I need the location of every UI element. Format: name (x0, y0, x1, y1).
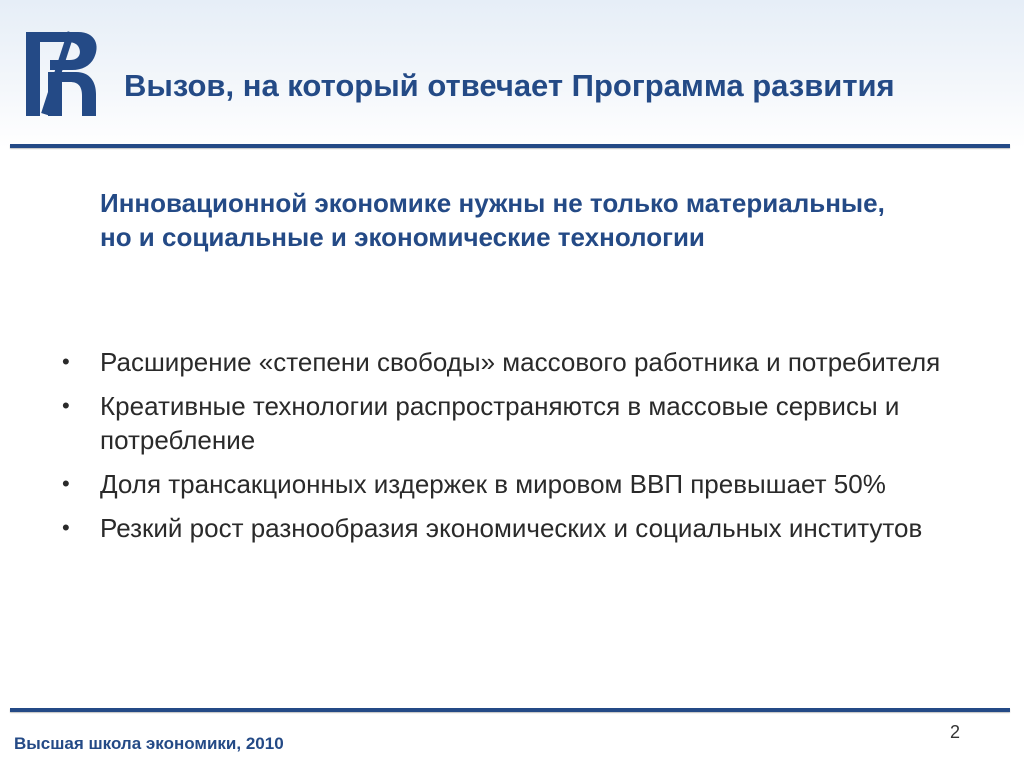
bullet-icon: • (62, 515, 70, 540)
list-item-text: Доля трансакционных издержек в мировом ВВП превышает 50% (100, 469, 886, 499)
list-item-text: Креативные технологии распространяются в массовые сервисы и потребление (100, 391, 900, 455)
header-divider (10, 144, 1010, 148)
page-number: 2 (950, 722, 961, 742)
list-item (60, 389, 960, 457)
bullet-icon: • (62, 393, 70, 418)
list-item (60, 467, 960, 501)
slide-title: Вызов, на который отвечает Программа развития (124, 68, 895, 103)
footer-caption: Высшая школа экономики, 2010 (14, 734, 284, 753)
footer-divider (10, 708, 1010, 712)
list-item (60, 345, 960, 379)
bullet-icon: • (62, 349, 70, 374)
bullet-icon: • (62, 471, 70, 496)
hse-logo-icon (20, 24, 102, 126)
lead-statement: Инновационной экономике нужны не только материальные, но и социальные и экономические технологии (100, 188, 885, 252)
list-item-text: Резкий рост разнообразия экономических и социальных институтов (100, 513, 923, 543)
bullet-list (60, 345, 960, 555)
list-item (60, 511, 960, 545)
list-item-text: Расширение «степени свободы» массового работника и потребителя (100, 347, 941, 377)
